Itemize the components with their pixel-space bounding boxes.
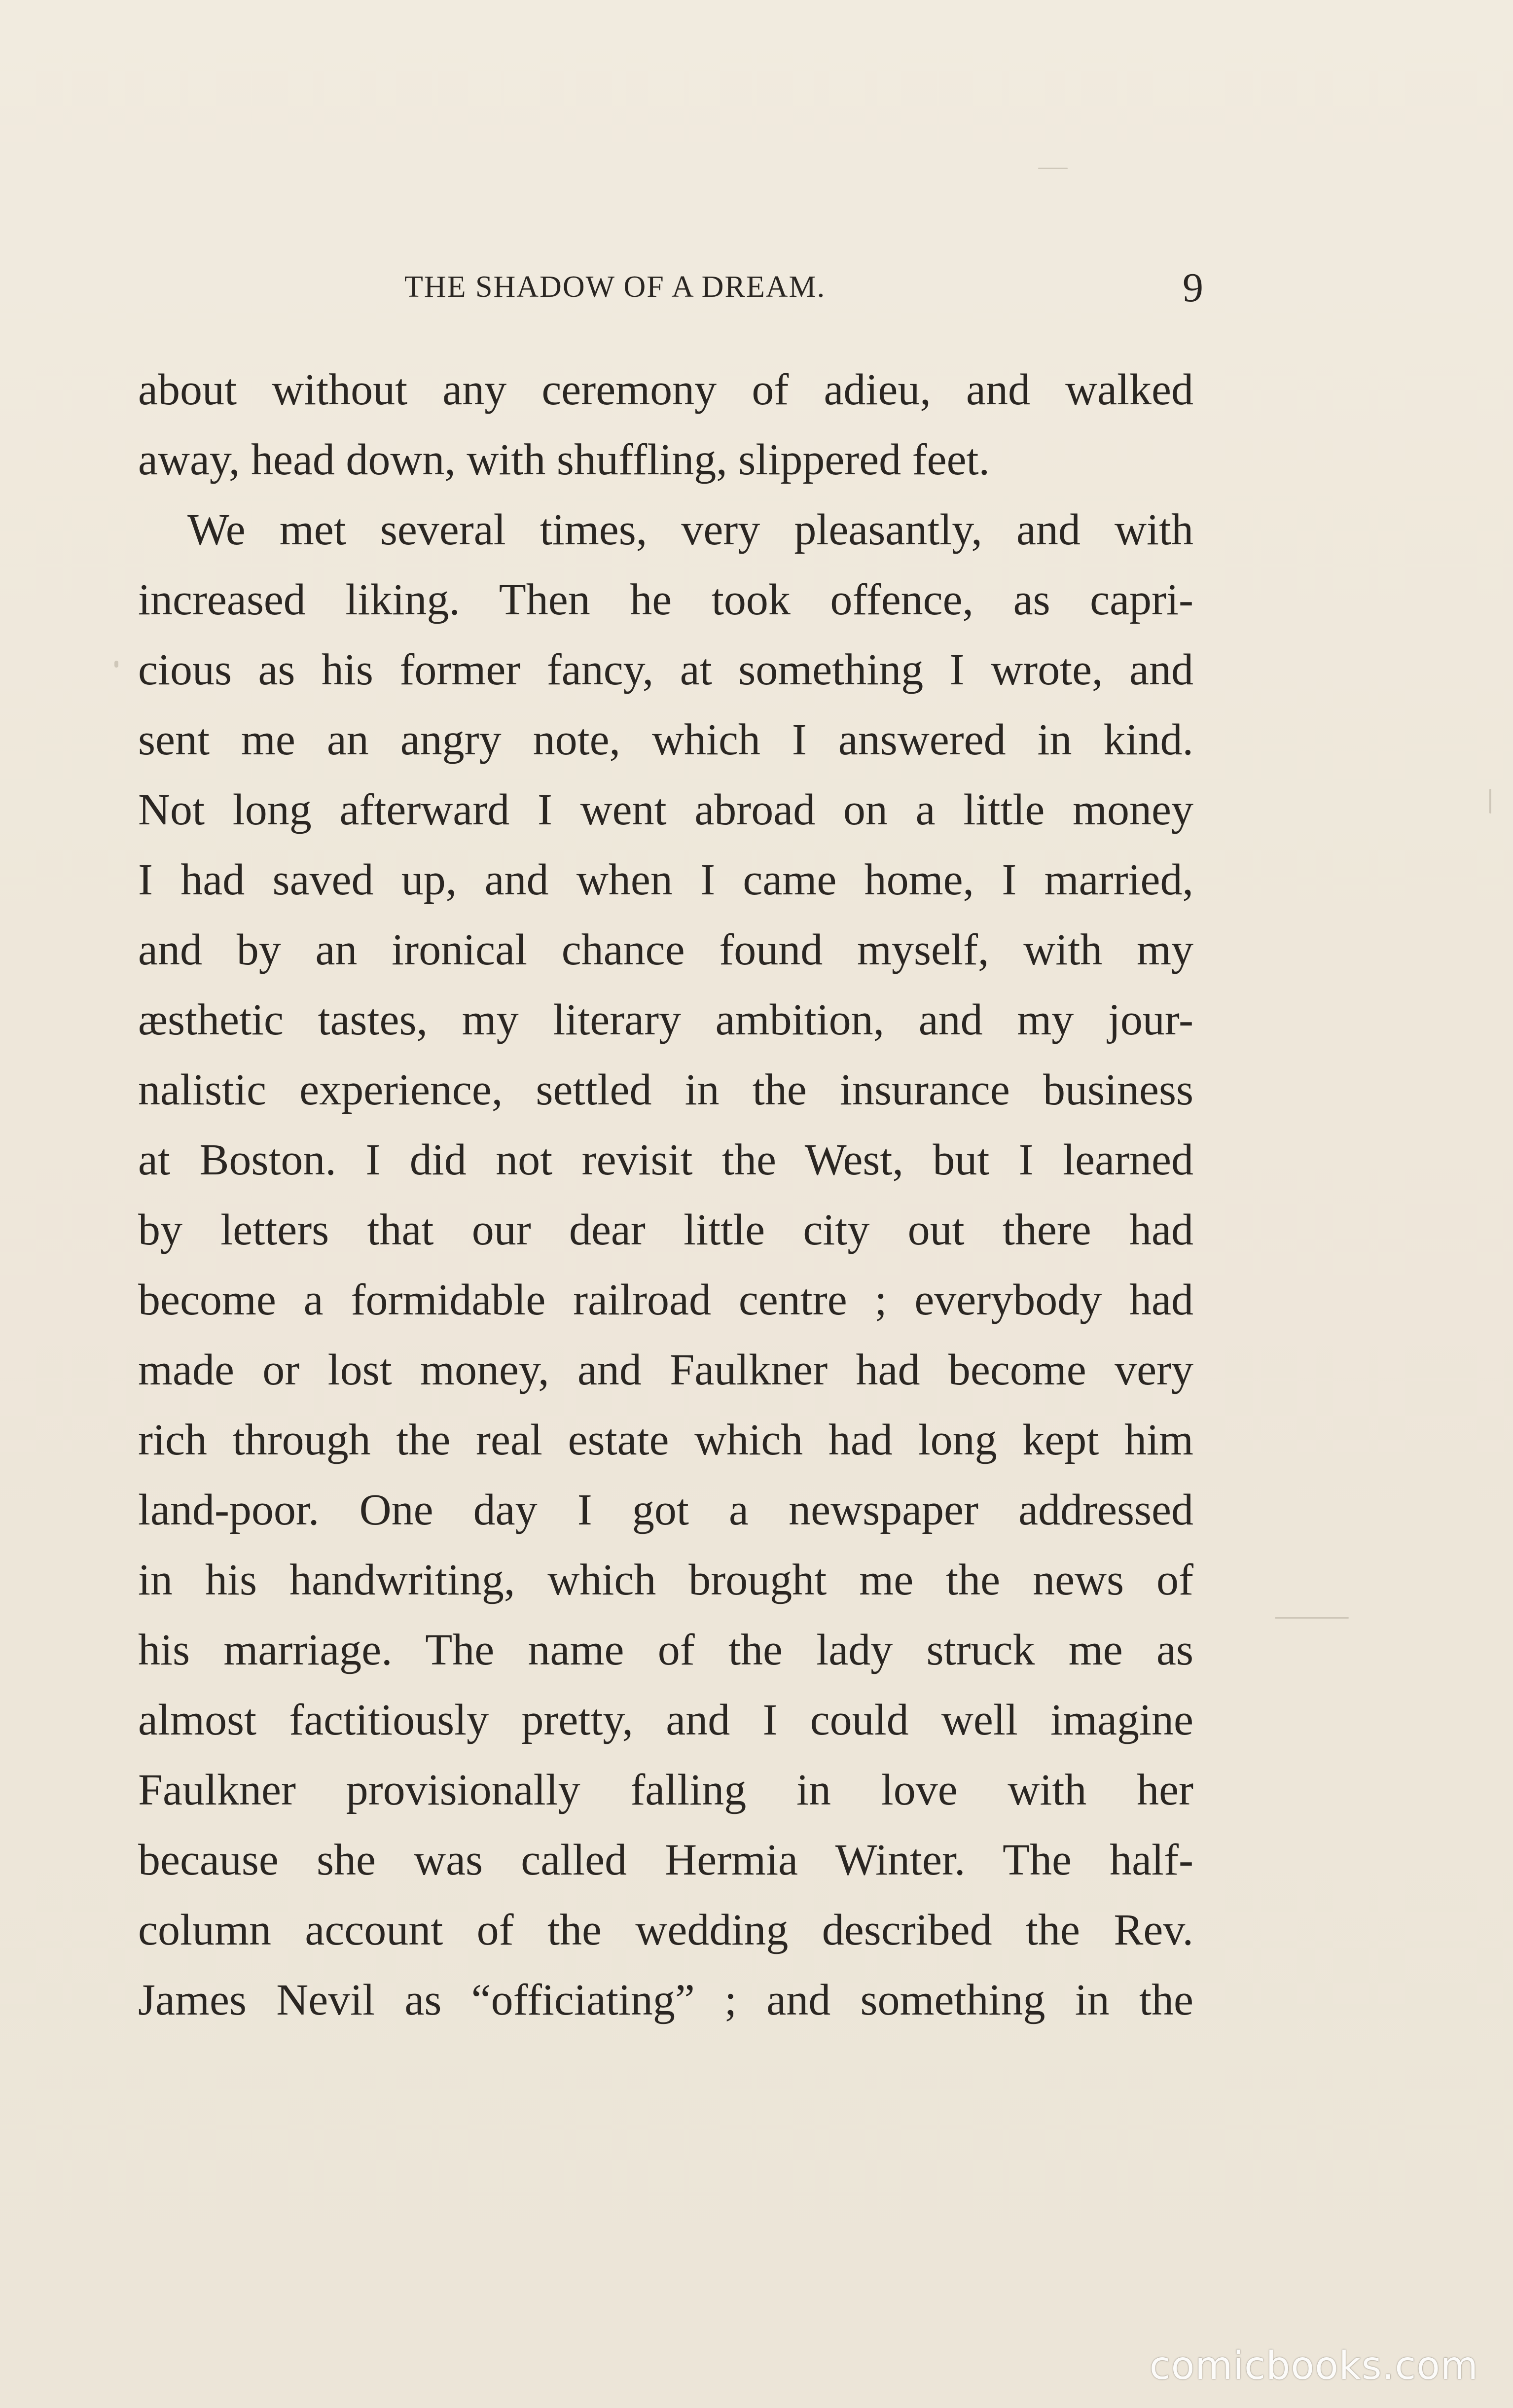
text-line: Faulkner provisionally falling in love with her (138, 1766, 1193, 1814)
text-line: become a formidable railroad centre ; everybody had (138, 1275, 1193, 1324)
text-line: in his handwriting, which brought me the news of (138, 1556, 1193, 1604)
text-line: land-poor. One day I got a newspaper addressed (138, 1486, 1193, 1534)
page-number: 9 (1183, 265, 1203, 311)
text-line: because she was called Hermia Winter. The half- (138, 1836, 1193, 1884)
text-line: and by an ironical chance found myself, with my (138, 925, 1193, 974)
text-line: his marriage. The name of the lady struck me as (138, 1626, 1193, 1674)
text-line: about without any ceremony of adieu, and walked (138, 365, 1193, 414)
text-line: I had saved up, and when I came home, I married, (138, 855, 1193, 904)
text-line: James Nevil as “officiating” ; and something in the (138, 1976, 1193, 2024)
text-line: at Boston. I did not revisit the West, but I learned (138, 1135, 1193, 1184)
text-line: æsthetic tastes, my literary ambition, and my jour- (138, 995, 1193, 1044)
paper-speck (1038, 168, 1068, 169)
text-line: made or lost money, and Faulkner had become very (138, 1346, 1193, 1394)
running-title: THE SHADOW OF A DREAM. (404, 270, 826, 304)
text-line: cious as his former fancy, at something I wrote, and (138, 645, 1193, 694)
body-text (138, 355, 1193, 2035)
text-line: Not long afterward I went abroad on a little money (138, 785, 1193, 834)
text-line: sent me an angry note, which I answered in kind. (138, 715, 1193, 764)
text-line: rich through the real estate which had long kept him (138, 1416, 1193, 1464)
text-line: almost factitiously pretty, and I could well imagine (138, 1696, 1193, 1744)
paper-speck (1489, 789, 1491, 814)
text-line: by letters that our dear little city out there had (138, 1205, 1193, 1254)
text-line: nalistic experience, settled in the insurance business (138, 1065, 1193, 1114)
running-head (138, 264, 1203, 318)
paper-speck (1275, 1617, 1349, 1619)
text-line: away, head down, with shuffling, slippered feet. (138, 435, 990, 484)
watermark: comicbooks.com (1149, 2344, 1478, 2388)
text-line: We met several times, very pleasantly, and with (187, 505, 1193, 554)
text-line: increased liking. Then he took offence, as capri- (138, 575, 1193, 624)
text-line: column account of the wedding described the Rev. (138, 1906, 1193, 1954)
paper-speck (114, 661, 118, 668)
